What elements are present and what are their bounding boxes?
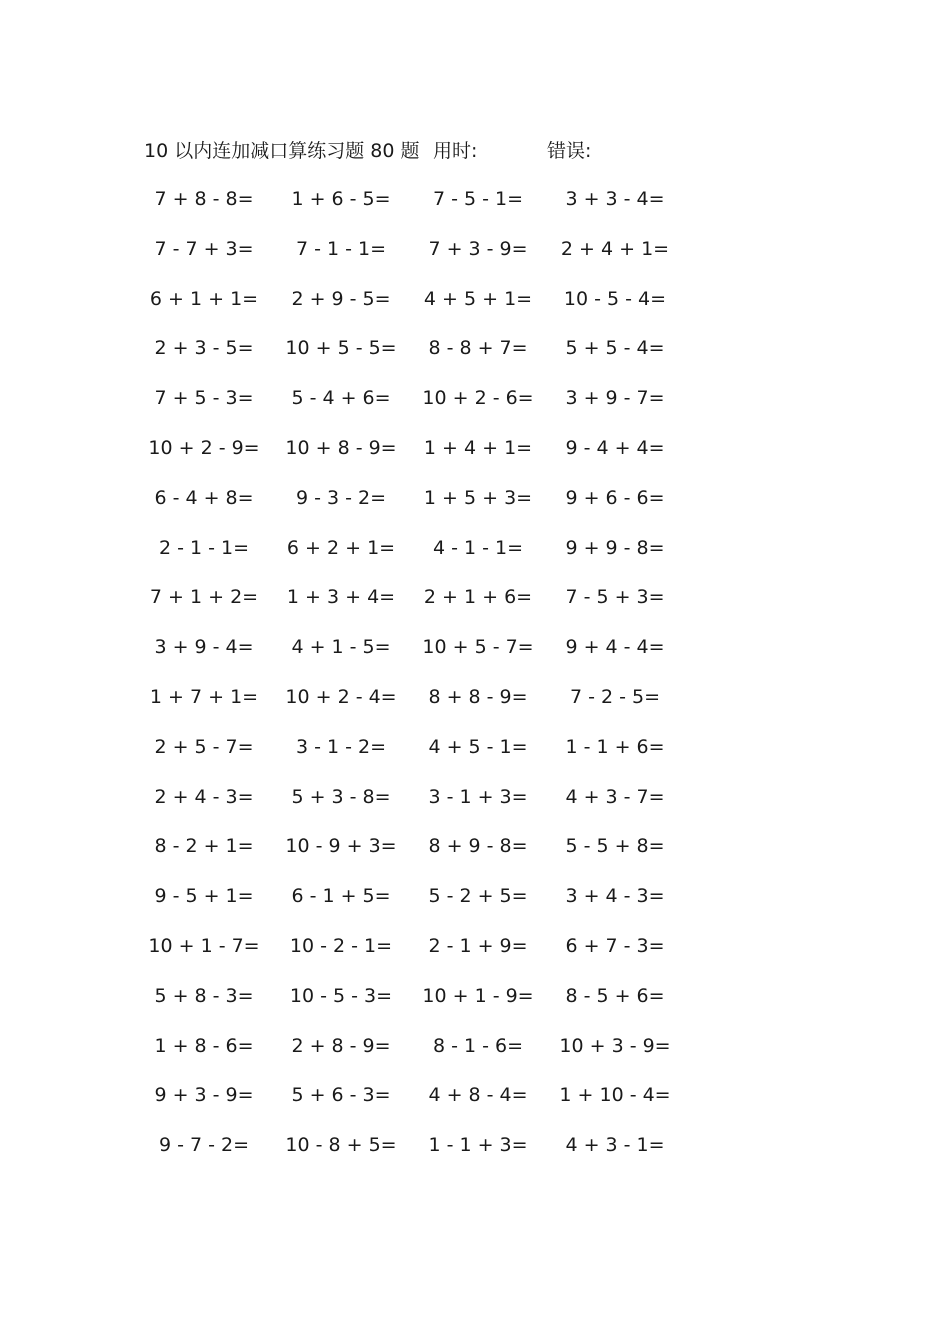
problem-item: 8 + 8 - 9= [428,685,528,708]
problem-item: 7 - 2 - 5= [569,685,661,708]
problem-item: 2 - 1 - 1= [158,536,250,559]
problem-item: 10 - 8 + 5= [285,1134,397,1157]
problem-item: 5 + 8 - 3= [154,984,254,1007]
problem-item: 8 - 2 + 1= [154,835,254,858]
problem-item: 3 + 3 - 4= [565,188,665,210]
problem-item: 6 + 2 + 1= [286,536,396,559]
problem-item: 7 + 1 + 2= [149,586,259,609]
problem-item: 10 + 2 - 4= [285,685,397,708]
problem-item: 9 - 5 + 1= [154,885,254,908]
problem-item: 5 + 3 - 8= [291,785,391,808]
problem-item: 9 - 3 - 2= [295,486,387,509]
problem-row [0,734,950,784]
problem-item: 1 + 10 - 4= [559,1084,671,1107]
problem-item: 6 + 1 + 1= [149,287,259,310]
problem-row [0,584,950,634]
problem-row [0,435,950,485]
problem-item: 7 - 1 - 1= [295,237,387,260]
problem-item: 8 - 5 + 6= [565,984,665,1007]
problem-row [0,684,950,734]
problem-item: 9 + 3 - 9= [154,1084,254,1107]
problem-item: 8 + 9 - 8= [428,835,528,858]
problem-item: 9 - 4 + 4= [565,436,665,459]
worksheet-header [0,138,950,164]
problem-item: 4 - 1 - 1= [432,536,524,559]
worksheet-title: 10 以内连加减口算练习题 80 题 [144,140,420,162]
problem-item: 10 + 3 - 9= [559,1034,671,1057]
problem-item: 10 - 2 - 1= [289,934,393,957]
problem-item: 6 + 7 - 3= [565,934,665,957]
problem-item: 1 + 5 + 3= [423,486,533,509]
problem-row [0,535,950,585]
problem-item: 10 + 1 - 7= [148,934,260,957]
problem-item: 6 - 4 + 8= [154,486,254,509]
problem-row [0,385,950,435]
problem-item: 1 + 8 - 6= [154,1034,254,1057]
problem-item: 5 - 2 + 5= [428,885,528,908]
problem-grid [0,186,950,1182]
problem-item: 3 - 1 + 3= [428,785,528,808]
problem-item: 5 + 5 - 4= [565,337,665,360]
problem-row [0,933,950,983]
problem-row [0,286,950,336]
time-label: 用时: [433,140,478,162]
problem-item: 1 - 1 + 3= [428,1134,528,1157]
problem-row [0,1082,950,1132]
problem-item: 8 - 8 + 7= [428,337,528,360]
problem-item: 7 + 3 - 9= [428,237,528,260]
problem-item: 7 + 8 - 8= [154,188,254,210]
problem-row [0,485,950,535]
problem-item: 10 + 2 - 9= [148,436,260,459]
problem-item: 1 + 7 + 1= [149,685,259,708]
problem-item: 4 + 3 - 7= [565,785,665,808]
problem-row [0,236,950,286]
problem-row [0,883,950,933]
problem-item: 9 + 9 - 8= [565,536,665,559]
problem-item: 10 + 1 - 9= [422,984,534,1007]
problem-item: 5 - 4 + 6= [291,387,391,410]
problem-item: 2 + 5 - 7= [154,735,254,758]
problem-item: 7 - 5 + 3= [565,586,665,609]
problem-item: 10 - 9 + 3= [285,835,397,858]
problem-item: 1 + 4 + 1= [423,436,533,459]
problem-item: 1 - 1 + 6= [565,735,665,758]
problem-item: 10 - 5 - 4= [563,287,667,310]
problem-item: 2 + 4 - 3= [154,785,254,808]
problem-row [0,186,950,236]
problem-item: 4 + 5 + 1= [423,287,533,310]
problem-item: 7 - 5 - 1= [432,188,524,210]
problem-item: 9 + 4 - 4= [565,636,665,659]
problem-item: 4 + 5 - 1= [428,735,528,758]
problem-item: 10 + 5 - 5= [285,337,397,360]
problem-row [0,983,950,1033]
problem-item: 6 - 1 + 5= [291,885,391,908]
problem-row [0,833,950,883]
problem-item: 10 - 5 - 3= [289,984,393,1007]
problem-item: 5 + 6 - 3= [291,1084,391,1107]
problem-item: 10 + 5 - 7= [422,636,534,659]
problem-item: 7 + 5 - 3= [154,387,254,410]
problem-row [0,1132,950,1182]
problem-row [0,1033,950,1083]
problem-item: 2 + 8 - 9= [291,1034,391,1057]
problem-item: 9 - 7 - 2= [158,1134,250,1157]
problem-item: 2 + 4 + 1= [560,237,670,260]
problem-item: 8 - 1 - 6= [432,1034,524,1057]
problem-item: 2 + 9 - 5= [291,287,391,310]
problem-item: 1 + 6 - 5= [291,188,391,210]
problem-item: 4 + 3 - 1= [565,1134,665,1157]
problem-row [0,784,950,834]
problem-item: 9 + 6 - 6= [565,486,665,509]
problem-item: 4 + 1 - 5= [291,636,391,659]
problem-item: 10 + 2 - 6= [422,387,534,410]
problem-item: 1 + 3 + 4= [286,586,396,609]
error-label: 错误: [547,140,592,162]
problem-item: 3 + 4 - 3= [565,885,665,908]
problem-item: 10 + 8 - 9= [285,436,397,459]
problem-item: 3 + 9 - 7= [565,387,665,410]
problem-item: 2 + 3 - 5= [154,337,254,360]
problem-item: 2 + 1 + 6= [423,586,533,609]
problem-item: 2 - 1 + 9= [428,934,528,957]
problem-row [0,335,950,385]
problem-row [0,634,950,684]
problem-item: 7 - 7 + 3= [154,237,254,260]
problem-item: 3 - 1 - 2= [295,735,387,758]
problem-item: 4 + 8 - 4= [428,1084,528,1107]
problem-item: 5 - 5 + 8= [565,835,665,858]
problem-item: 3 + 9 - 4= [154,636,254,659]
